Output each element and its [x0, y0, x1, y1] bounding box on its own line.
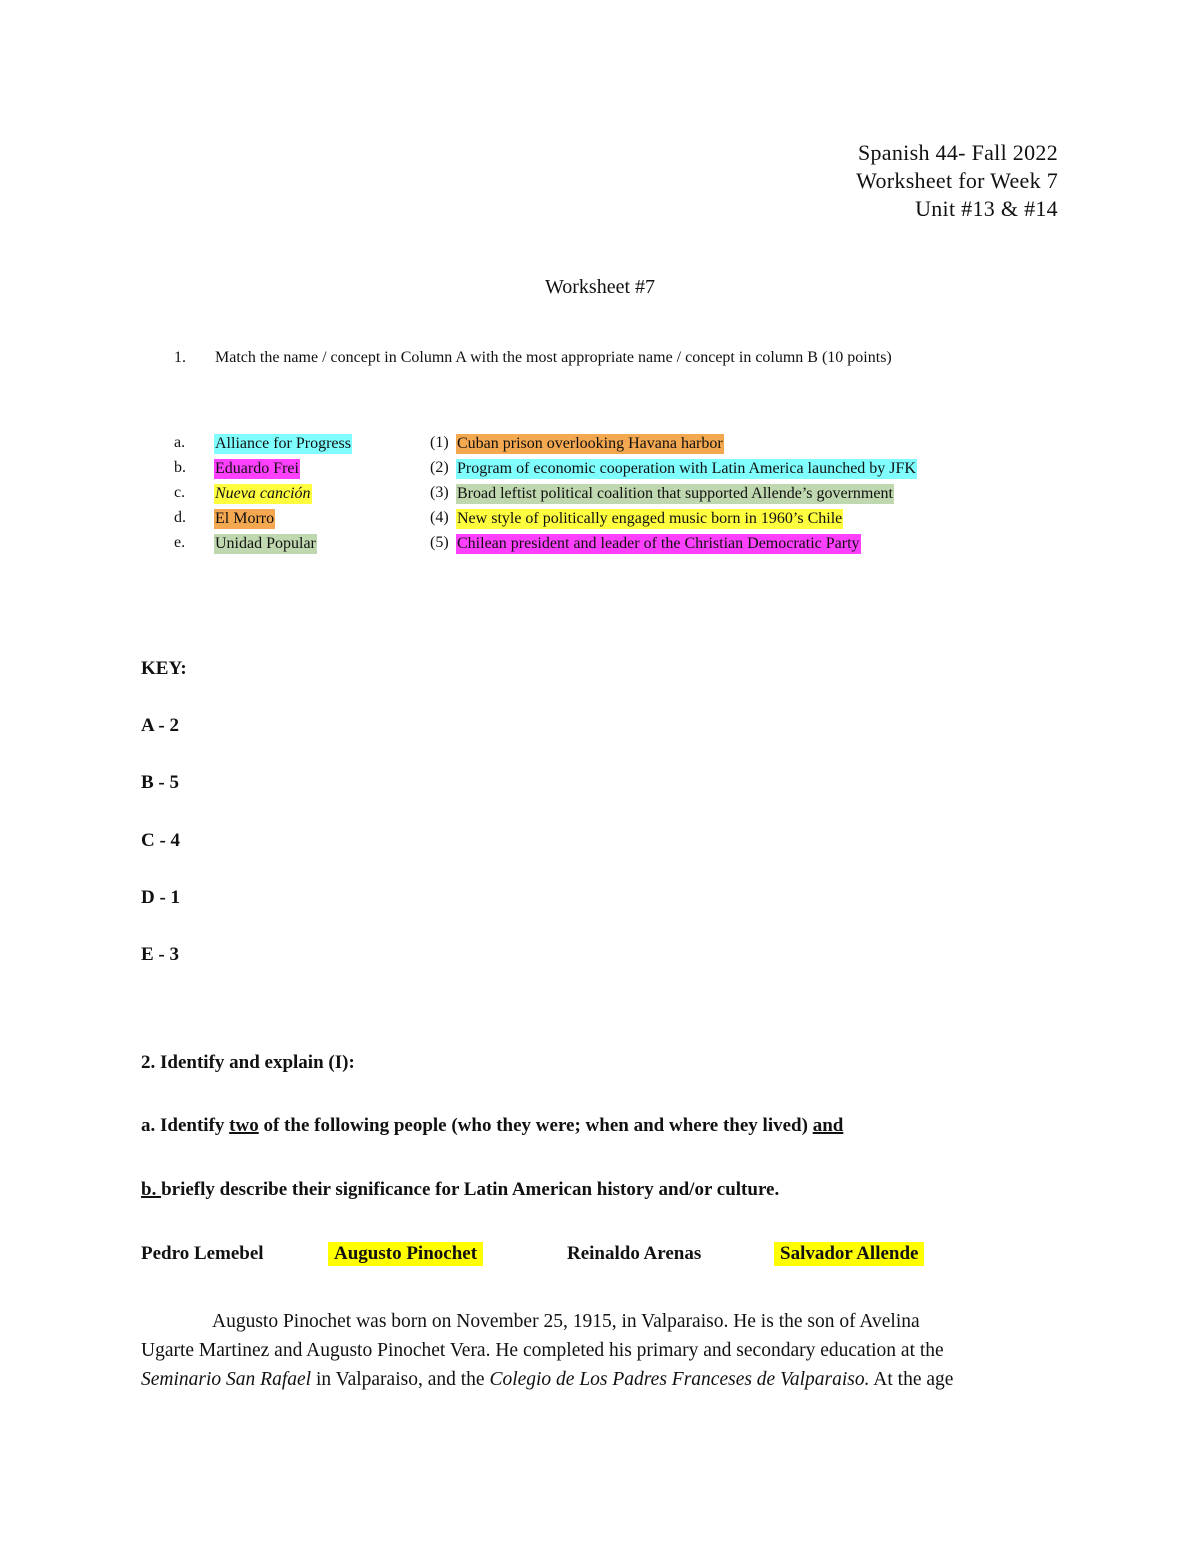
units: Unit #13 & #14: [915, 196, 1058, 221]
answer-line-2: Ugarte Martinez and Augusto Pinochet Vera. He completed his primary and secondary education at the: [141, 1340, 944, 1361]
person-name: Augusto Pinochet: [328, 1242, 483, 1266]
column-a-letter: a.: [174, 434, 186, 451]
answer-line-1: Augusto Pinochet was born on November 25, 1915, in Valparaiso. He is the son of Avelina: [212, 1311, 920, 1332]
column-b-number: (2): [430, 459, 449, 476]
column-a-item: Eduardo Frei: [215, 460, 299, 477]
part-a-underline-and: and: [812, 1115, 844, 1136]
answer-line-3: [141, 1369, 953, 1391]
column-a-letter: e.: [174, 534, 186, 551]
key-answer: D - 1: [141, 886, 181, 908]
key-answer: E - 3: [141, 944, 179, 966]
column-b-number: (3): [430, 484, 449, 501]
page-title: Worksheet #7: [544, 276, 656, 298]
column-b-number: (4): [430, 509, 449, 526]
column-b-number: (1): [430, 434, 449, 451]
answer-text: in Valparaiso, and the: [311, 1369, 490, 1390]
part-a-text-mid: of the following people (who they were; when and where they lived): [258, 1115, 813, 1136]
person-name: Pedro Lemebel: [141, 1243, 264, 1264]
part-b-underline: b.: [141, 1179, 162, 1200]
column-a-letter: c.: [174, 484, 186, 501]
column-b-item: Broad leftist political coalition that supported Allende’s government: [457, 485, 893, 502]
column-b-item: New style of politically engaged music born in 1960’s Chile: [457, 510, 843, 527]
column-a-letter: b.: [174, 459, 186, 476]
column-b-item: Chilean president and leader of the Christian Democratic Party: [457, 535, 860, 552]
worksheet-week: Worksheet for Week 7: [856, 168, 1058, 193]
person-name: Reinaldo Arenas: [567, 1243, 702, 1264]
column-b-item: Program of economic cooperation with Latin America launched by JFK: [457, 460, 916, 477]
column-a-letter: d.: [174, 509, 186, 526]
question-prompt: Match the name / concept in Column A with the most appropriate name / concept in column B (10 points): [215, 349, 892, 366]
part-a-text: a. Identify: [141, 1115, 230, 1136]
column-a-item: El Morro: [215, 510, 275, 527]
column-b-number: (5): [430, 534, 449, 551]
question-number: 1.: [174, 349, 186, 366]
key-label: KEY:: [141, 658, 187, 679]
column-a-item: Unidad Popular: [215, 535, 316, 552]
course-title: Spanish 44- Fall 2022: [857, 140, 1058, 165]
key-answer: C - 4: [141, 829, 181, 851]
answer-text: At the age: [869, 1369, 954, 1390]
colegio-title: Colegio de Los Padres Franceses de Valparaiso.: [489, 1369, 870, 1390]
column-a-item: Alliance for Progress: [215, 435, 351, 452]
person-name: Salvador Allende: [774, 1242, 924, 1266]
question2-heading: 2. Identify and explain (I):: [141, 1052, 355, 1073]
part-a-underline-two: two: [229, 1115, 259, 1136]
question2-part-a: [141, 1115, 843, 1137]
seminario-title: Seminario San Rafael: [141, 1369, 312, 1390]
question2-part-b: [141, 1179, 779, 1201]
column-a-item: Nueva canción: [215, 485, 311, 502]
part-b-text: briefly describe their significance for Latin American history and/or culture.: [161, 1179, 780, 1200]
key-answer: A - 2: [141, 715, 179, 736]
key-answer: B - 5: [141, 772, 179, 794]
column-b-item: Cuban prison overlooking Havana harbor: [457, 435, 723, 452]
